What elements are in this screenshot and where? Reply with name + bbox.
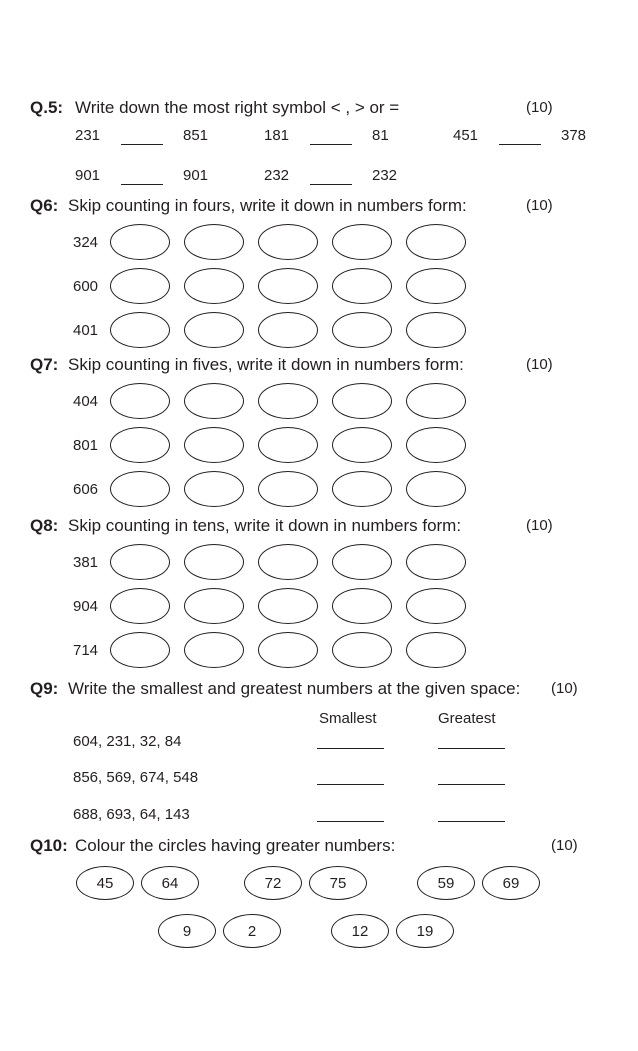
q7-marks: (10) [526, 356, 553, 373]
smallest-answer-blank[interactable] [317, 748, 384, 749]
answer-oval[interactable] [258, 427, 318, 463]
answer-oval[interactable] [110, 632, 170, 668]
q5-number: 451 [453, 127, 479, 144]
answer-oval[interactable] [406, 268, 466, 304]
q7-instruction: Skip counting in fives, write it down in numbers form: [68, 355, 464, 374]
q7-label: Q7: [30, 355, 59, 374]
q5-number: 901 [183, 167, 209, 184]
q6-label: Q6: [30, 196, 59, 215]
answer-oval[interactable] [184, 588, 244, 624]
q10-instruction: Colour the circles having greater numbers: [75, 836, 396, 855]
number-circle[interactable]: 59 [417, 866, 475, 900]
answer-oval[interactable] [406, 383, 466, 419]
q5-answer-blank[interactable] [499, 144, 541, 145]
answer-oval[interactable] [184, 383, 244, 419]
number-circle[interactable]: 72 [244, 866, 302, 900]
q8-start-number: 904 [73, 598, 99, 615]
answer-oval[interactable] [406, 427, 466, 463]
greatest-answer-blank[interactable] [438, 821, 505, 822]
number-circle[interactable]: 19 [396, 914, 454, 948]
answer-oval[interactable] [258, 588, 318, 624]
smallest-answer-blank[interactable] [317, 784, 384, 785]
q9-number-set: 688, 693, 64, 143 [73, 806, 190, 823]
answer-oval[interactable] [184, 544, 244, 580]
answer-oval[interactable] [110, 588, 170, 624]
answer-oval[interactable] [184, 632, 244, 668]
q8-label: Q8: [30, 516, 59, 535]
q5-instruction: Write down the most right symbol < , > or = [75, 98, 400, 117]
q5-number: 231 [75, 127, 101, 144]
smallest-answer-blank[interactable] [317, 821, 384, 822]
number-circle[interactable]: 69 [482, 866, 540, 900]
greatest-answer-blank[interactable] [438, 784, 505, 785]
answer-oval[interactable] [332, 471, 392, 507]
q8-start-number: 714 [73, 642, 99, 659]
answer-oval[interactable] [258, 312, 318, 348]
q6-instruction: Skip counting in fours, write it down in numbers form: [68, 196, 467, 215]
q8-marks: (10) [526, 517, 553, 534]
q7-start-number: 606 [73, 481, 99, 498]
answer-oval[interactable] [184, 427, 244, 463]
q5-number: 232 [372, 167, 398, 184]
q9-marks: (10) [551, 680, 578, 697]
answer-oval[interactable] [110, 544, 170, 580]
q10-marks: (10) [551, 837, 578, 854]
q5-number: 901 [75, 167, 101, 184]
answer-oval[interactable] [332, 632, 392, 668]
answer-oval[interactable] [110, 312, 170, 348]
q5-number: 181 [264, 127, 290, 144]
answer-oval[interactable] [258, 544, 318, 580]
answer-oval[interactable] [110, 427, 170, 463]
q5-number: 378 [561, 127, 587, 144]
q9-number-set: 856, 569, 674, 548 [73, 769, 199, 786]
answer-oval[interactable] [332, 588, 392, 624]
number-circle[interactable]: 75 [309, 866, 367, 900]
answer-oval[interactable] [258, 632, 318, 668]
answer-oval[interactable] [406, 588, 466, 624]
q5-number: 232 [264, 167, 290, 184]
greatest-answer-blank[interactable] [438, 748, 505, 749]
answer-oval[interactable] [332, 544, 392, 580]
q6-marks: (10) [526, 197, 553, 214]
answer-oval[interactable] [258, 471, 318, 507]
q9-instruction: Write the smallest and greatest numbers at the given space: [68, 679, 521, 698]
answer-oval[interactable] [406, 224, 466, 260]
answer-oval[interactable] [184, 471, 244, 507]
q8-start-number: 381 [73, 554, 99, 571]
answer-oval[interactable] [258, 224, 318, 260]
answer-oval[interactable] [332, 224, 392, 260]
answer-oval[interactable] [184, 224, 244, 260]
number-circle[interactable]: 9 [158, 914, 216, 948]
q5-marks: (10) [526, 99, 553, 116]
q6-start-number: 600 [73, 278, 99, 295]
q9-greatest-header: Greatest [438, 710, 496, 727]
answer-oval[interactable] [406, 632, 466, 668]
number-circle[interactable]: 45 [76, 866, 134, 900]
answer-oval[interactable] [184, 312, 244, 348]
answer-oval[interactable] [406, 471, 466, 507]
q8-instruction: Skip counting in tens, write it down in numbers form: [68, 516, 462, 535]
q5-answer-blank[interactable] [310, 184, 352, 185]
answer-oval[interactable] [406, 312, 466, 348]
q5-label: Q.5: [30, 98, 64, 117]
answer-oval[interactable] [258, 268, 318, 304]
answer-oval[interactable] [258, 383, 318, 419]
q5-answer-blank[interactable] [310, 144, 352, 145]
q7-start-number: 404 [73, 393, 99, 410]
q6-start-number: 401 [73, 322, 99, 339]
answer-oval[interactable] [110, 383, 170, 419]
q9-smallest-header: Smallest [319, 710, 377, 727]
q9-number-set: 604, 231, 32, 84 [73, 733, 182, 750]
number-circle[interactable]: 2 [223, 914, 281, 948]
q6-start-number: 324 [73, 234, 99, 251]
q10-label: Q10: [30, 836, 68, 855]
q9-label: Q9: [30, 679, 59, 698]
number-circle[interactable]: 12 [331, 914, 389, 948]
answer-oval[interactable] [332, 383, 392, 419]
answer-oval[interactable] [110, 224, 170, 260]
answer-oval[interactable] [332, 427, 392, 463]
answer-oval[interactable] [332, 312, 392, 348]
answer-oval[interactable] [332, 268, 392, 304]
q5-answer-blank[interactable] [121, 144, 163, 145]
answer-oval[interactable] [184, 268, 244, 304]
number-circle[interactable]: 64 [141, 866, 199, 900]
q5-number: 851 [183, 127, 209, 144]
answer-oval[interactable] [406, 544, 466, 580]
answer-oval[interactable] [110, 268, 170, 304]
answer-oval[interactable] [110, 471, 170, 507]
q7-start-number: 801 [73, 437, 99, 454]
q5-answer-blank[interactable] [121, 184, 163, 185]
q5-number: 81 [372, 127, 389, 144]
